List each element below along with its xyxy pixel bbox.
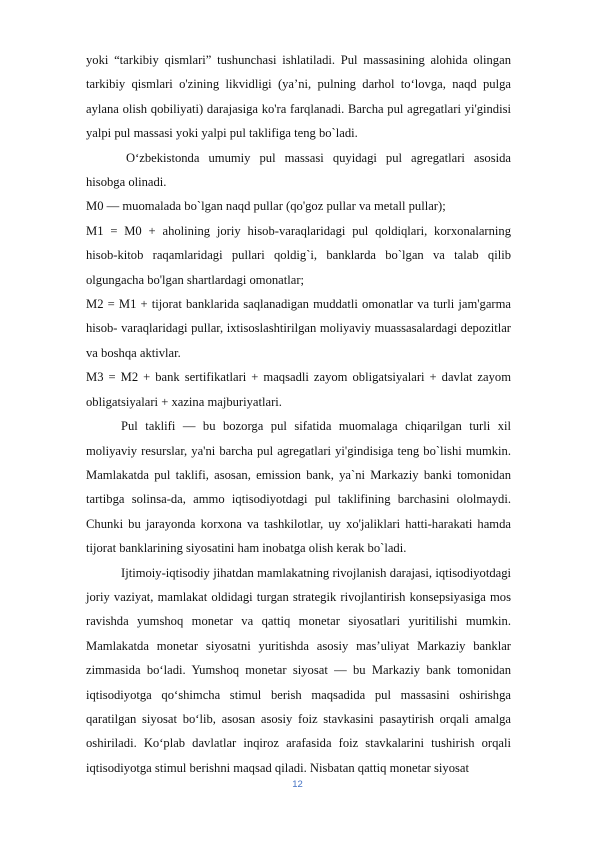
document-body	[86, 48, 511, 780]
paragraph-m1: M1 = M0 + aholining joriy hisob-varaqlaridagi pul qoldiqlari, korxonalarning hisob-kitob raqamlaridagi pullari qoldig`i, banklarda bo`lgan va talab qilib olgungacha bo'lgan shartlardagi omonatlar;	[86, 223, 511, 287]
paragraph-monetary-policy: Ijtimoiy-iqtisodiy jihatdan mamlakatning rivojlanish darajasi, iqtisodiyotdagi joriy vaziyat, mamlakat oldidagi turgan strategik rivojlantirish konsepsiyasiga mos ravishda yumshoq monetar va qattiq monetar siyosatlari yuritilishi mumkin. Mamlakatda monetar siyosatni yuritishda asosiy masʼuliyat Markaziy banklar zimmasida bo‘ladi. Yumshoq monetar siyosat — bu Markaziy bank tomonidan iqtisodiyotga qo‘shimcha stimul berish maqsadida pul massasini oshirishga qaratilgan siyosat bo‘lib, asosan asosiy foiz stavkasini pasaytirish orqali amalga oshiriladi. Ko‘plab davlatlar inqiroz arafasida foiz stavkalarini tushirish orqali iqtisodiyotga stimul berishni maqsad qiladi. Nisbatan qattiq monetar siyosat	[86, 565, 511, 775]
page-number: 12	[292, 779, 303, 790]
paragraph-aggregates-intro: yoki “tarkibiy qismlari” tushunchasi ishlatiladi. Pul massasining alohida olingan tarkibiy qismlari o'zining likvidligi (yaʼni, pulning darhol to‘lovga, naqd pulga aylana olish qobiliyati) darajasiga ko'ra farqlanadi. Barcha pul agregatlari yi'gindisi yalpi pul massasi yoki yalpi pul taklifiga teng bo`ladi.	[86, 53, 511, 141]
paragraph-uzbekistan-money-supply: O‘zbekistonda umumiy pul massasi quyidagi pul agregatlari asosida hisobga olinadi.	[86, 150, 511, 190]
paragraph-money-supply: Pul taklifi — bu bozorga pul sifatida muomalaga chiqarilgan turli xil moliyaviy resurslar, ya'ni barcha pul agregatlari yi'gindisiga teng bo`lishi mumkin. Mamlakatda pul taklifi, asosan, emission bank, ya`ni Markaziy banki tomonidan tartibga solinsa-da, ammo iqtisodiyotdagi pul taklifining barchasini ololmaydi. Chunki bu jarayonda korxona va tashkilotlar, uy xo'jaliklari hatti-harakati hamda tijorat banklarining siyosatini ham inobatga olish kerak bo`ladi.	[86, 419, 511, 556]
paragraph-m2: M2 = M1 + tijorat banklarida saqlanadigan muddatli omonatlar va turli jam'garma hisob- varaqlaridagi pullar, ixtisoslashtirilgan moliyaviy muassasalardagi depozitlar va boshqa aktivlar.	[86, 297, 511, 360]
paragraph-m0: M0 — muomalada bo`lgan naqd pullar (qo'goz pullar va metall pullar);	[86, 199, 446, 214]
paragraph-m3: M3 = M2 + bank sertifikatlari + maqsadli zayom obligatsiyalari + davlat zayom obligatsiyalari + xazina majburiyatlari.	[86, 370, 511, 409]
